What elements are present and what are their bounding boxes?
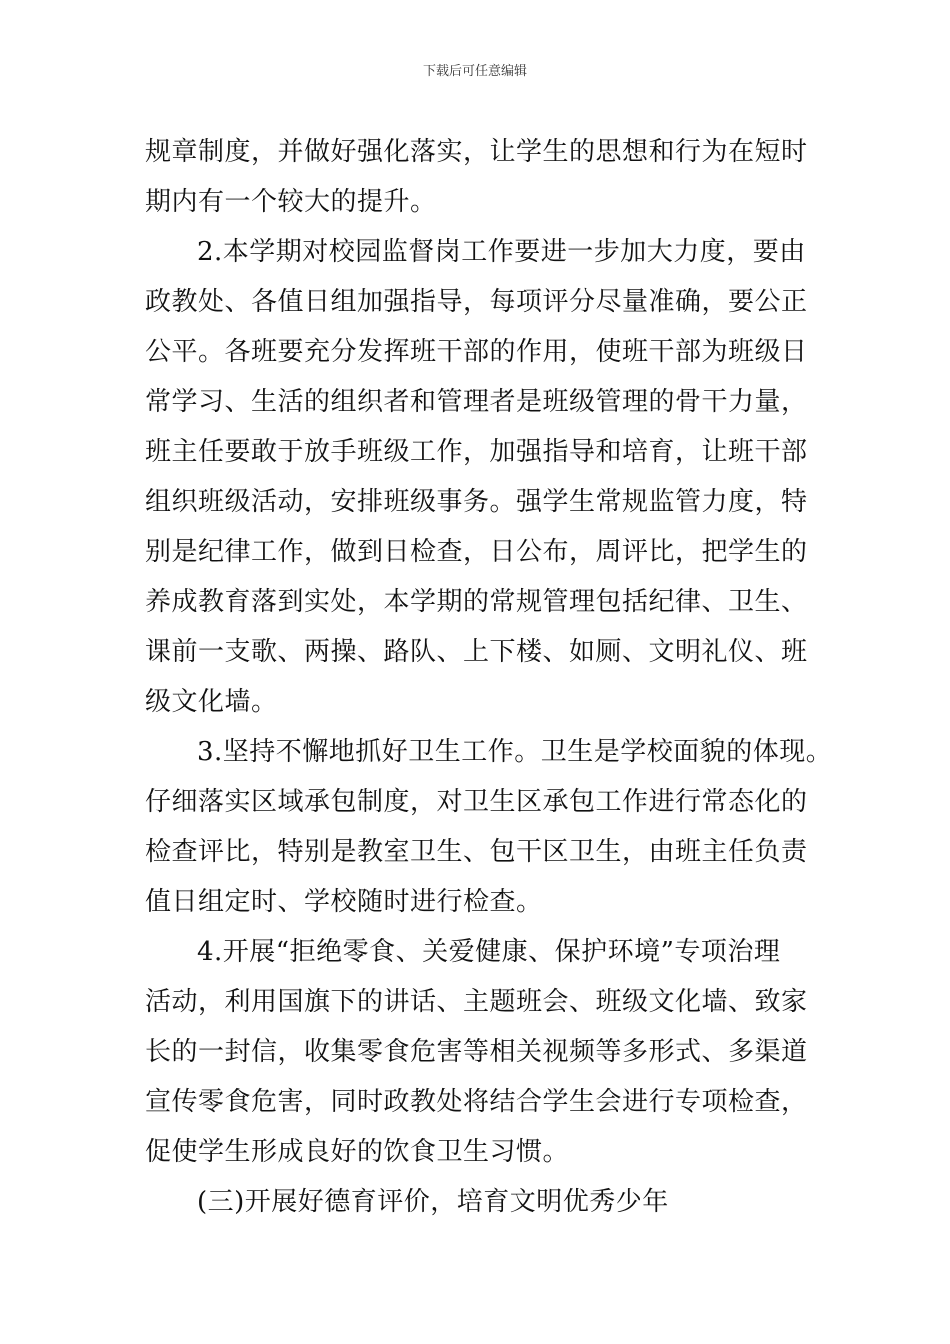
text-line: 级文化墙。 <box>145 687 278 717</box>
text-line: 公平。各班要充分发挥班干部的作用，使班干部为班级日 <box>145 337 808 367</box>
page-header-note: 下载后可任意编辑 <box>422 64 527 79</box>
text-line: 值日组定时、学校随时进行检查。 <box>145 887 543 917</box>
text-line: 4.开展“拒绝零食、关爱健康、保护环境”专项治理 <box>197 937 781 967</box>
text-line: 组织班级活动，安排班级事务。强学生常规监管力度，特 <box>145 487 808 517</box>
text-line: 规章制度，并做好强化落实，让学生的思想和行为在短时 <box>145 137 808 167</box>
text-line: 检查评比，特别是教室卫生、包干区卫生，由班主任负责 <box>145 837 808 867</box>
text-line: 课前一支歌、两操、路队、上下楼、如厕、文明礼仪、班 <box>145 637 808 667</box>
text-line: 宣传零食危害，同时政教处将结合学生会进行专项检查， <box>145 1087 808 1117</box>
text-line: 政教处、各值日组加强指导，每项评分尽量准确，要公正 <box>145 287 808 317</box>
text-line: 促使学生形成良好的饮食卫生习惯。 <box>145 1137 570 1167</box>
text-line: 3.坚持不懈地抓好卫生工作。卫生是学校面貌的体现。 <box>197 737 833 767</box>
text-line: 期内有一个较大的提升。 <box>145 187 437 217</box>
text-line: 常学习、生活的组织者和管理者是班级管理的骨干力量， <box>145 387 808 417</box>
text-line: 仔细落实区域承包制度，对卫生区承包工作进行常态化的 <box>145 787 808 817</box>
section-heading: (三)开展好德育评价，培育文明优秀少年 <box>197 1187 669 1217</box>
text-line: 班主任要敢于放手班级工作，加强指导和培育，让班干部 <box>145 437 808 467</box>
text-line: 活动，利用国旗下的讲话、主题班会、班级文化墙、致家 <box>145 987 808 1017</box>
text-line: 长的一封信，收集零食危害等相关视频等多形式、多渠道 <box>145 1037 808 1067</box>
text-line: 养成教育落到实处，本学期的常规管理包括纪律、卫生、 <box>145 587 808 617</box>
text-line: 2.本学期对校园监督岗工作要进一步加大力度，要由 <box>197 237 806 267</box>
document-body <box>145 127 835 1227</box>
text-line: 别是纪律工作，做到日检查，日公布，周评比，把学生的 <box>145 537 808 567</box>
